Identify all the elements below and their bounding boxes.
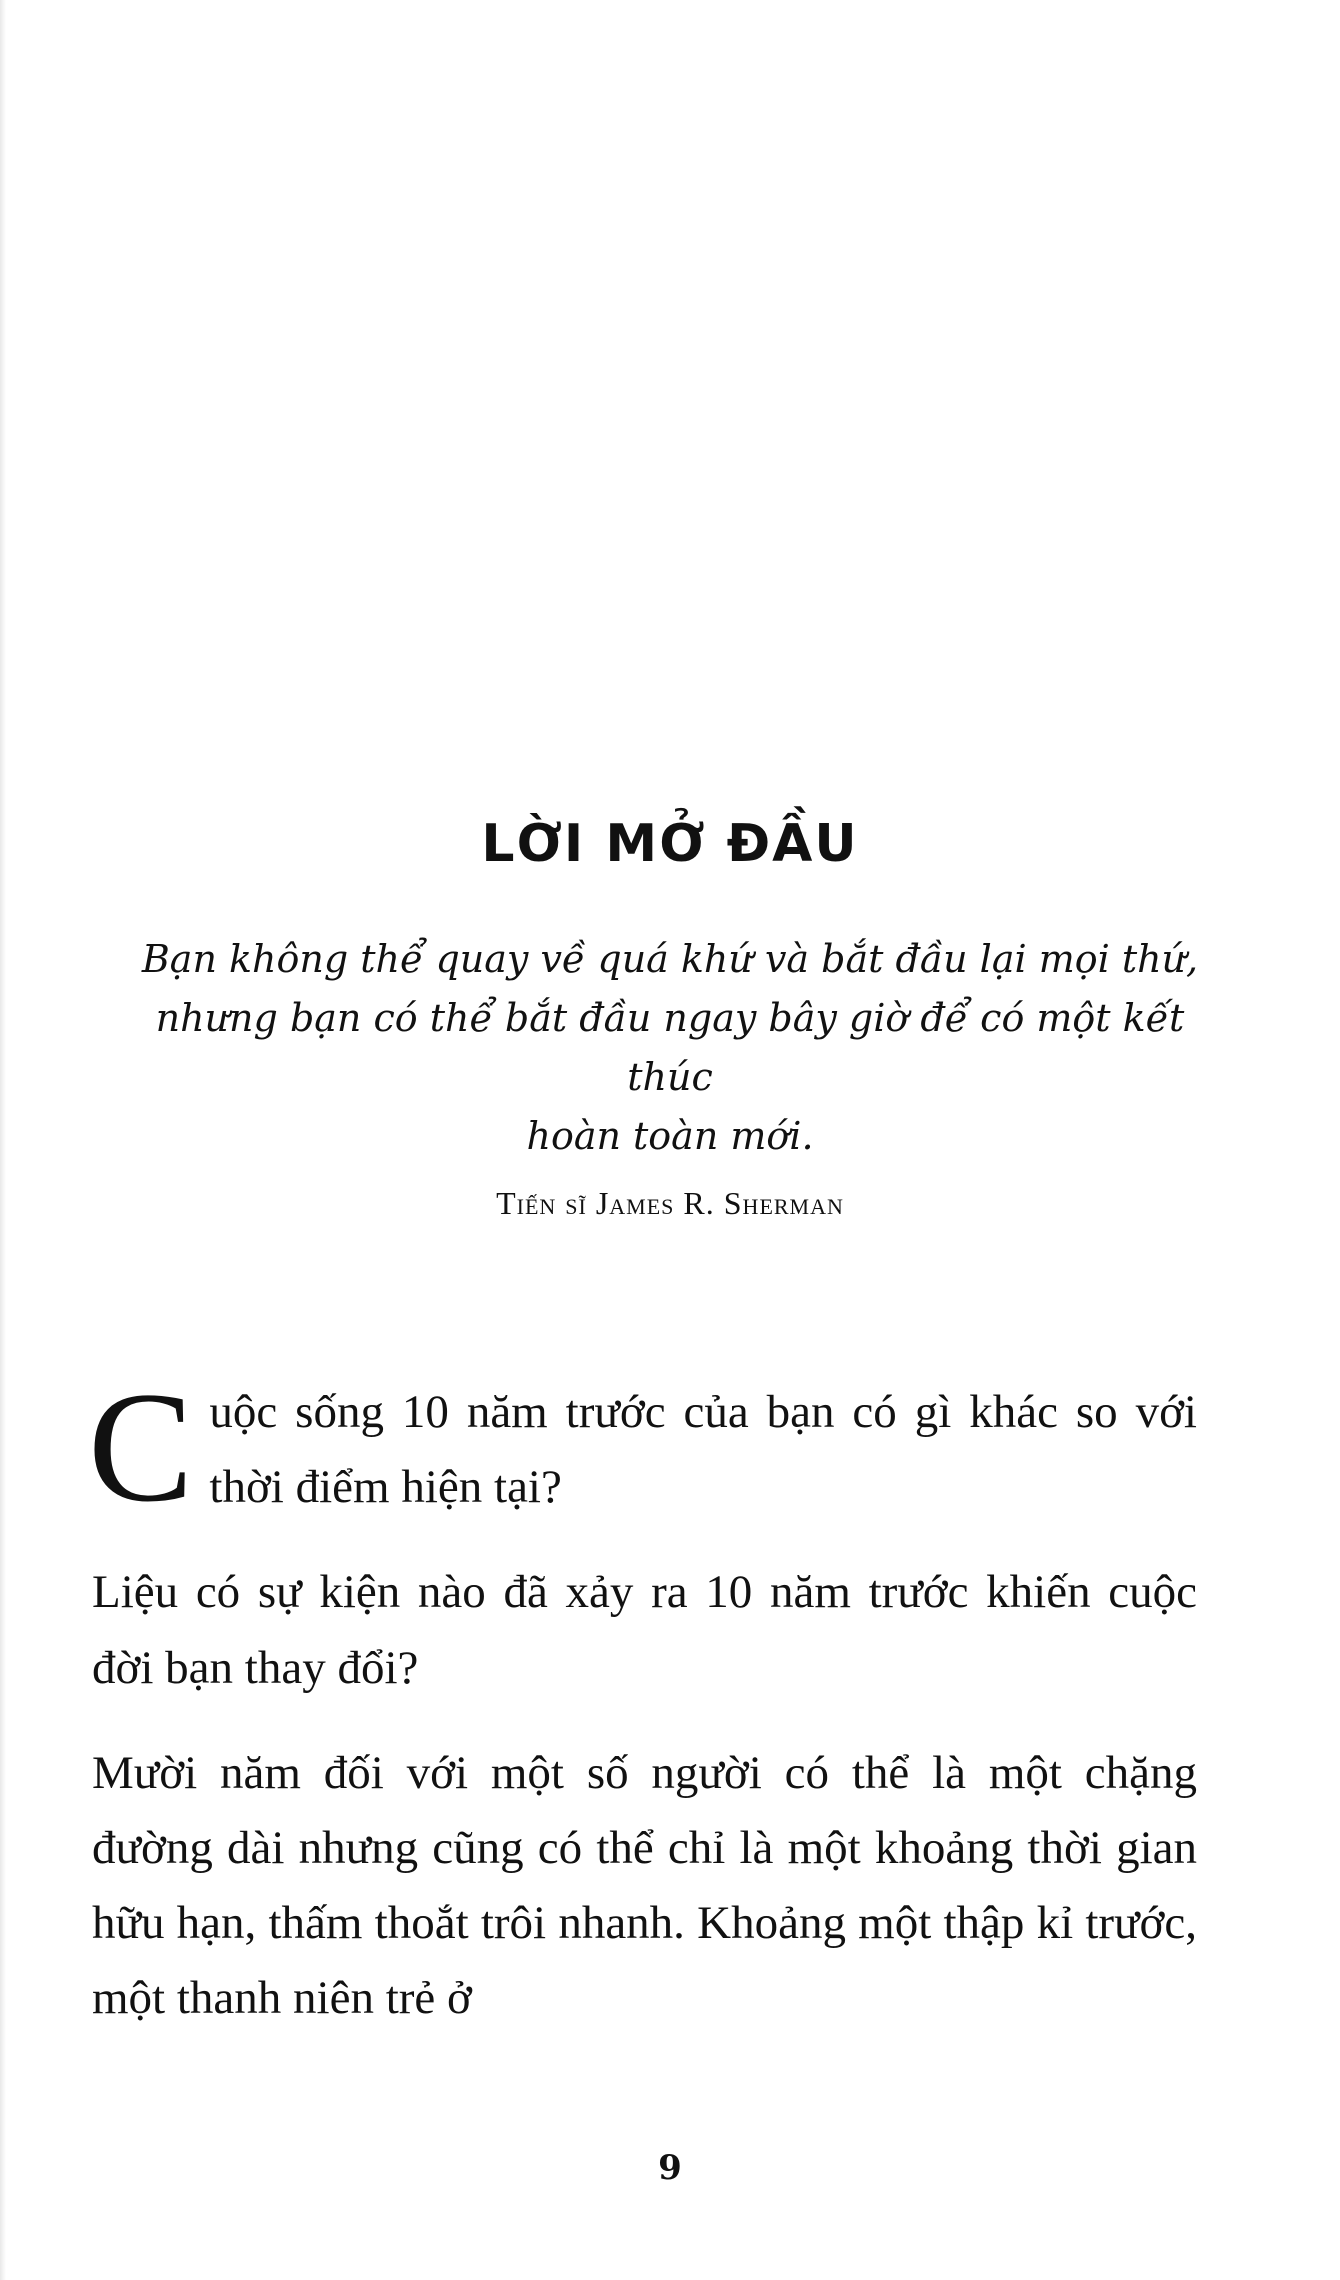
page-number: 9	[658, 2148, 682, 2188]
epigraph	[120, 930, 1220, 1166]
body-text	[88, 1360, 1197, 2067]
paragraph-1	[88, 1360, 1197, 1535]
epigraph-line-1: Bạn không thể quay về quá khứ và bắt đầu lại mọi thứ,	[141, 937, 1199, 981]
epigraph-line-2: nhưng bạn có thể bắt đầu ngay bây giờ để có một kết thúc	[155, 995, 1185, 1099]
epigraph-author: Tiến sĩ James R. Sherman	[496, 1185, 844, 1221]
epigraph-line-3: hoàn toàn mới.	[526, 1113, 814, 1158]
chapter-title: LỜI MỞ ĐẦU	[481, 813, 859, 874]
drop-cap: C	[88, 1360, 194, 1535]
paragraph-1-text: uộc sống 10 năm trước của bạn có gì khác so với thời điểm hiện tại?	[209, 1386, 1197, 1514]
page-edge-shadow	[0, 0, 6, 2280]
paragraph-2: Liệu có sự kiện nào đã xảy ra 10 năm trước khiến cuộc đời bạn thay đổi?	[92, 1566, 1197, 1694]
paragraph-3: Mười năm đối với một số người có thể là một chặng đường dài nhưng cũng có thể chỉ là một khoảng thời gian hữu hạn, thấm thoắt trôi nhanh. Khoảng một thập kỉ trước, một thanh niên trẻ ở	[92, 1746, 1197, 2025]
